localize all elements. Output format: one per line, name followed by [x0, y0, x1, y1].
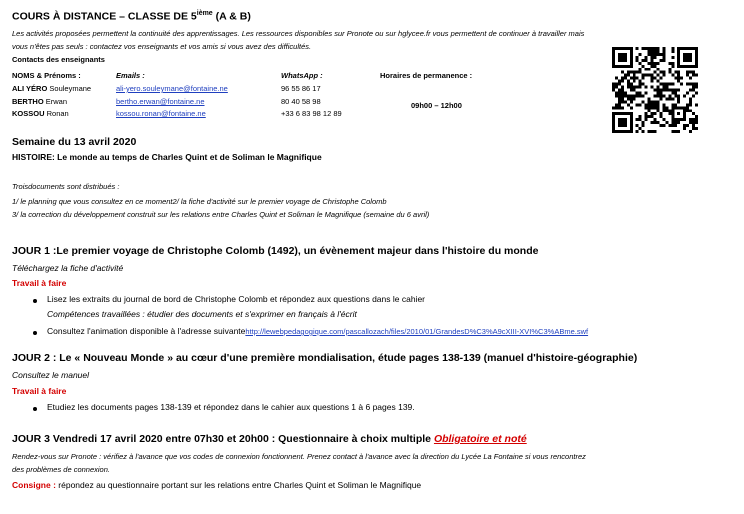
- col-name-header: NOMS & Prénoms :: [12, 71, 81, 80]
- consigne-label: Consigne :: [12, 480, 56, 490]
- contact-first-name: Erwan: [45, 97, 68, 106]
- day3-title: [12, 433, 527, 445]
- day2-work-label: Travail à faire: [12, 386, 67, 396]
- contacts-title: Contacts des enseignants: [12, 55, 105, 64]
- col-email-header: Emails :: [116, 71, 145, 80]
- day1-bullet-2: [47, 326, 588, 336]
- col-hours-header: Horaires de permanence :: [380, 71, 473, 80]
- day1-bullet-2-text: Consultez l'animation disponible à l'adresse suivante: [47, 326, 246, 336]
- docs-intro: Troisdocuments sont distribués :: [12, 182, 120, 191]
- day2-subtitle: Consultez le manuel: [12, 370, 90, 380]
- contact-email-link[interactable]: bertho.erwan@fontaine.ne: [116, 97, 205, 106]
- bullet-icon: [33, 331, 37, 335]
- contact-last-name: KOSSOU: [12, 109, 45, 118]
- contact-row: [12, 97, 67, 106]
- docs-line-1: 1/ le planning que vous consultez en ce moment2/ la fiche d'activité sur le premier voyage de Christophe Colomb: [12, 197, 387, 206]
- contact-first-name: Ronan: [46, 109, 69, 118]
- contact-first-name: Souleymane: [49, 84, 92, 93]
- intro-line-1: Les activités proposées permettent la continuité des apprentissages. Les ressources disponibles sur Pronote ou sur hglycee.fr vous permettent de continuer à travailler mais: [12, 29, 585, 38]
- contact-phone: 80 40 58 98: [281, 97, 321, 106]
- contact-row: [12, 84, 91, 93]
- col-whatsapp-header: WhatsApp :: [281, 71, 323, 80]
- intro-line-2: vous n'êtes pas seuls : contactez vos enseignants et vos amis si vous avez des difficultés.: [12, 42, 312, 51]
- page-title-tail: (A & B): [212, 10, 251, 23]
- bullet-icon: [33, 407, 37, 411]
- mandatory-flag: Obligatoire et noté: [433, 433, 527, 445]
- day1-skills: Compétences travaillées : étudier des documents et s'exprimer en français à l'écrit: [47, 309, 357, 319]
- consigne-text: répondez au questionnaire portant sur les relations entre Charles Quint et Soliman le Magnifique: [55, 480, 422, 490]
- day1-title: JOUR 1 :Le premier voyage de Christophe Colomb (1492), un évènement majeur dans l'histoire du monde: [12, 245, 539, 257]
- page-title-text: COURS À DISTANCE – CLASSE DE 5: [12, 10, 197, 23]
- qr-code-image[interactable]: [612, 47, 698, 133]
- docs-line-2: 3/ la correction du développement construit sur les relations entre Charles Quint et Soliman le Magnifique (semaine du 6 avril): [12, 210, 430, 219]
- contact-email-link[interactable]: kossou.ronan@fontaine.ne: [116, 109, 206, 118]
- week-title: Semaine du 13 avril 2020: [12, 136, 137, 148]
- week-subject: HISTOIRE: Le monde au temps de Charles Quint et de Soliman le Magnifique: [12, 152, 322, 162]
- day3-line-2: des problèmes de connexion.: [12, 465, 110, 474]
- hours-value: 09h00 – 12h00: [411, 101, 462, 110]
- contact-row: [12, 109, 69, 118]
- bullet-icon: [33, 299, 37, 303]
- day3-title-text: JOUR 3 Vendredi 17 avril 2020 entre 07h30 et 20h00 : Questionnaire à choix multiple: [12, 433, 434, 445]
- contact-phone: +33 6 83 98 12 89: [281, 109, 342, 118]
- day1-bullet-1: Lisez les extraits du journal de bord de Christophe Colomb et répondez aux questions dans le cahier: [47, 294, 426, 304]
- contact-email-link[interactable]: ali-yero.souleymane@fontaine.ne: [116, 84, 228, 93]
- day2-bullet-1: Etudiez les documents pages 138-139 et répondez dans le cahier aux questions 1 à 6 pages 139.: [47, 402, 415, 412]
- page-title: [12, 10, 251, 23]
- page-title-sup: ième: [196, 10, 213, 17]
- contact-phone: 96 55 86 17: [281, 84, 321, 93]
- contact-last-name: ALI YÉRO: [12, 84, 48, 93]
- day3-line-1: Rendez-vous sur Pronote : vérifiez à l'avance que vos codes de connexion fonctionnent. Prenez contact à l'avance avec la direction du Lycée La Fontaine si vous rencontrez: [12, 452, 586, 461]
- day2-title: JOUR 2 : Le « Nouveau Monde » au cœur d'une première mondialisation, étude pages 138-139 (manuel d'histoire-géographie): [12, 352, 638, 364]
- day1-work-label: Travail à faire: [12, 278, 67, 288]
- contact-last-name: BERTHO: [12, 97, 44, 106]
- consigne: [12, 480, 421, 490]
- day1-subtitle: Téléchargez la fiche d'activité: [12, 263, 124, 273]
- animation-link[interactable]: http://lewebpedagogique.com/pascallozach/files/2010/01/GrandesD%C3%A9cXIII-XVI%C3%ABme.swf: [245, 327, 589, 336]
